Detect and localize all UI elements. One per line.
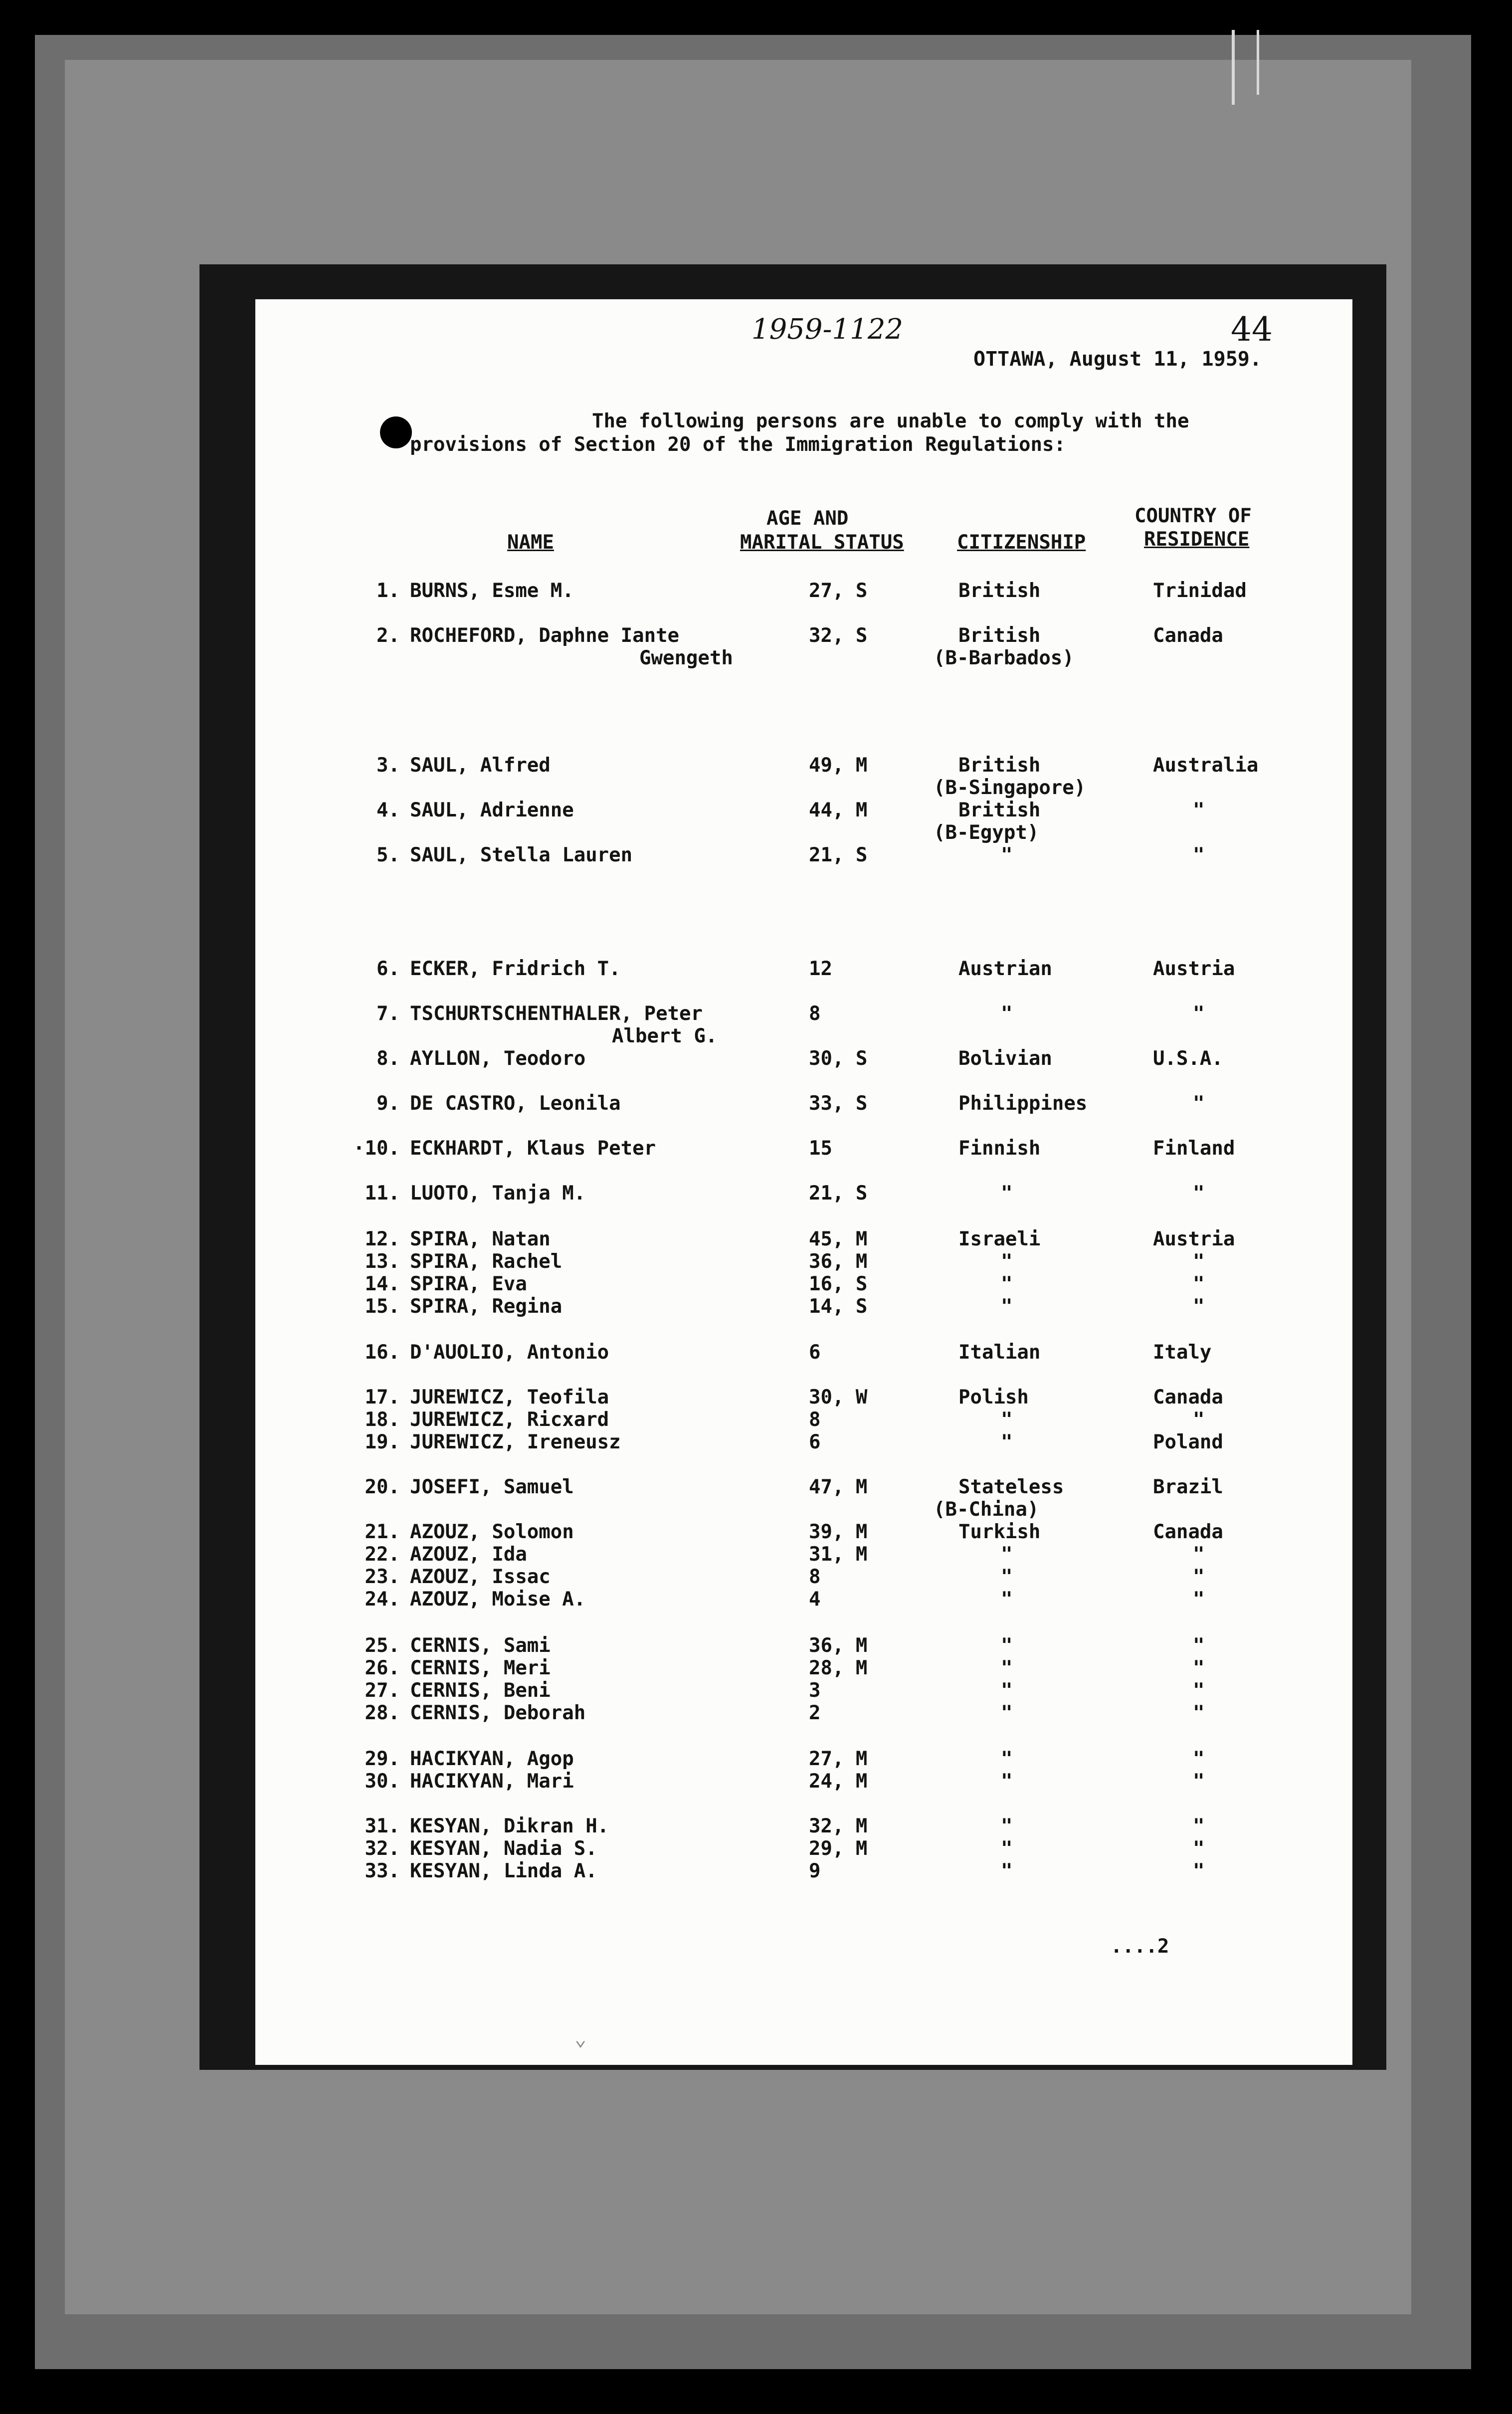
age-marital-status: 16, S xyxy=(809,1273,868,1295)
row-number: 12. xyxy=(365,1228,400,1250)
date-line: OTTAWA, August 11, 1959. xyxy=(973,348,1262,371)
citizenship: " xyxy=(1001,1588,1013,1610)
age-marital-status: 31, M xyxy=(809,1543,868,1566)
citizenship: " xyxy=(1001,1770,1013,1793)
age-marital-status: 28, M xyxy=(809,1657,868,1679)
country-of-residence: " xyxy=(1193,1815,1205,1837)
country-of-residence: " xyxy=(1193,1748,1205,1770)
person-name: HACIKYAN, Agop xyxy=(410,1748,574,1770)
age-marital-status: 14, S xyxy=(809,1295,868,1318)
citizenship: British xyxy=(958,580,1041,602)
age-marital-status: 8 xyxy=(809,1408,821,1431)
citizenship-continued: (B-China) xyxy=(934,1498,1039,1521)
person-name: JUREWICZ, Ricxard xyxy=(410,1408,609,1431)
country-of-residence: " xyxy=(1193,1182,1205,1205)
row-number: ·10. xyxy=(353,1137,400,1160)
country-of-residence: Australia xyxy=(1153,754,1259,777)
person-name: CERNIS, Beni xyxy=(410,1679,551,1702)
citizenship: Stateless xyxy=(958,1476,1064,1498)
row-number: 25. xyxy=(365,1634,400,1657)
person-name: JUREWICZ, Teofila xyxy=(410,1386,609,1408)
header-citizenship: CITIZENSHIP xyxy=(957,531,1086,554)
person-name: AYLLON, Teodoro xyxy=(410,1047,586,1070)
age-marital-status: 6 xyxy=(809,1431,821,1453)
person-name: AZOUZ, Solomon xyxy=(410,1521,574,1543)
citizenship: " xyxy=(1001,1748,1013,1770)
row-number: 17. xyxy=(365,1386,400,1408)
row-number: 14. xyxy=(365,1273,400,1295)
age-marital-status: 29, M xyxy=(809,1837,868,1860)
country-of-residence: " xyxy=(1193,1295,1205,1318)
row-number: 19. xyxy=(365,1431,400,1453)
person-name: ECKER, Fridrich T. xyxy=(410,958,621,980)
citizenship: " xyxy=(1001,1182,1013,1205)
person-name: CERNIS, Meri xyxy=(410,1657,551,1679)
country-of-residence: " xyxy=(1193,1770,1205,1793)
row-number: 1. xyxy=(377,580,400,602)
row-number: 21. xyxy=(365,1521,400,1543)
country-of-residence: " xyxy=(1193,1588,1205,1610)
file-reference-handwritten: 1959-1122 xyxy=(752,313,903,346)
citizenship: " xyxy=(1001,1295,1013,1318)
person-name: LUOTO, Tanja M. xyxy=(410,1182,586,1205)
citizenship: Israeli xyxy=(958,1228,1041,1250)
citizenship: " xyxy=(1001,1702,1013,1724)
citizenship: " xyxy=(1001,1566,1013,1588)
header-residence-line1: COUNTRY OF xyxy=(1134,505,1252,527)
country-of-residence: Canada xyxy=(1153,624,1223,647)
age-marital-status: 21, S xyxy=(809,1182,868,1205)
age-marital-status: 45, M xyxy=(809,1228,868,1250)
country-of-residence: Canada xyxy=(1153,1521,1223,1543)
age-marital-status: 44, M xyxy=(809,799,868,821)
row-number: 13. xyxy=(365,1250,400,1273)
person-name: D'AUOLIO, Antonio xyxy=(410,1341,609,1364)
citizenship-continued: (B-Singapore) xyxy=(934,777,1086,799)
row-number: 29. xyxy=(365,1748,400,1770)
country-of-residence: " xyxy=(1193,1657,1205,1679)
header-age-line1: AGE AND xyxy=(766,507,849,530)
citizenship: " xyxy=(1001,1657,1013,1679)
person-name: AZOUZ, Issac xyxy=(410,1566,551,1588)
punch-hole xyxy=(380,416,412,448)
age-marital-status: 3 xyxy=(809,1679,821,1702)
row-number: 23. xyxy=(365,1566,400,1588)
header-name: NAME xyxy=(507,531,554,554)
person-name: KESYAN, Dikran H. xyxy=(410,1815,609,1837)
citizenship: Italian xyxy=(958,1341,1041,1364)
citizenship: " xyxy=(1001,1408,1013,1431)
row-number: 15. xyxy=(365,1295,400,1318)
row-number: 4. xyxy=(377,799,400,821)
person-name: CERNIS, Deborah xyxy=(410,1702,586,1724)
row-number: 20. xyxy=(365,1476,400,1498)
citizenship: " xyxy=(1001,1679,1013,1702)
citizenship-continued: (B-Egypt) xyxy=(934,821,1039,844)
country-of-residence: " xyxy=(1193,1092,1205,1115)
citizenship: " xyxy=(1001,1634,1013,1657)
country-of-residence: " xyxy=(1193,1003,1205,1025)
row-number: 18. xyxy=(365,1408,400,1431)
age-marital-status: 36, M xyxy=(809,1250,868,1273)
person-name: TSCHURTSCHENTHALER, Peter xyxy=(410,1003,703,1025)
person-name: HACIKYAN, Mari xyxy=(410,1770,574,1793)
citizenship: " xyxy=(1001,1273,1013,1295)
person-name: JOSEFI, Samuel xyxy=(410,1476,574,1498)
citizenship: " xyxy=(1001,1003,1013,1025)
age-marital-status: 47, M xyxy=(809,1476,868,1498)
country-of-residence: " xyxy=(1193,1679,1205,1702)
age-marital-status: 24, M xyxy=(809,1770,868,1793)
row-number: 2. xyxy=(377,624,400,647)
person-name: SAUL, Stella Lauren xyxy=(410,844,633,866)
header-age-line2: MARITAL STATUS xyxy=(740,531,904,554)
country-of-residence: " xyxy=(1193,1543,1205,1566)
country-of-residence: Austria xyxy=(1153,958,1235,980)
age-marital-status: 30, S xyxy=(809,1047,868,1070)
citizenship: British xyxy=(958,799,1041,821)
citizenship: " xyxy=(1001,844,1013,866)
scan-speck: ⌄ xyxy=(574,2027,587,2050)
age-marital-status: 8 xyxy=(809,1566,821,1588)
country-of-residence: Italy xyxy=(1153,1341,1212,1364)
country-of-residence: Trinidad xyxy=(1153,580,1247,602)
person-name: SPIRA, Eva xyxy=(410,1273,527,1295)
age-marital-status: 39, M xyxy=(809,1521,868,1543)
age-marital-status: 15 xyxy=(809,1137,832,1160)
citizenship: Bolivian xyxy=(958,1047,1052,1070)
person-name: SPIRA, Rachel xyxy=(410,1250,563,1273)
row-number: 28. xyxy=(365,1702,400,1724)
citizenship: " xyxy=(1001,1431,1013,1453)
citizenship: " xyxy=(1001,1837,1013,1860)
header-residence-line2: RESIDENCE xyxy=(1144,528,1250,551)
age-marital-status: 27, M xyxy=(809,1748,868,1770)
country-of-residence: " xyxy=(1193,1408,1205,1431)
person-name-continued: Albert G. xyxy=(612,1025,718,1047)
country-of-residence: " xyxy=(1193,1702,1205,1724)
person-name: SPIRA, Natan xyxy=(410,1228,551,1250)
age-marital-status: 36, M xyxy=(809,1634,868,1657)
citizenship: Philippines xyxy=(958,1092,1088,1115)
person-name: SAUL, Adrienne xyxy=(410,799,574,821)
person-name-continued: Gwengeth xyxy=(639,647,733,669)
country-of-residence: " xyxy=(1193,844,1205,866)
row-number: 6. xyxy=(377,958,400,980)
country-of-residence: " xyxy=(1193,1273,1205,1295)
row-number: 31. xyxy=(365,1815,400,1837)
country-of-residence: Finland xyxy=(1153,1137,1235,1160)
row-number: 26. xyxy=(365,1657,400,1679)
citizenship: Austrian xyxy=(958,958,1052,980)
age-marital-status: 33, S xyxy=(809,1092,868,1115)
document-page xyxy=(255,299,1352,2065)
age-marital-status: 30, W xyxy=(809,1386,868,1408)
person-name: DE CASTRO, Leonila xyxy=(410,1092,621,1115)
country-of-residence: Austria xyxy=(1153,1228,1235,1250)
country-of-residence: " xyxy=(1193,1837,1205,1860)
age-marital-status: 12 xyxy=(809,958,832,980)
page-number: 44 xyxy=(1231,310,1273,349)
row-number: 22. xyxy=(365,1543,400,1566)
country-of-residence: " xyxy=(1193,1566,1205,1588)
film-edge-mark xyxy=(1257,30,1259,95)
age-marital-status: 4 xyxy=(809,1588,821,1610)
country-of-residence: " xyxy=(1193,1250,1205,1273)
citizenship-continued: (B-Barbados) xyxy=(934,647,1074,669)
country-of-residence: Brazil xyxy=(1153,1476,1223,1498)
country-of-residence: Poland xyxy=(1153,1431,1223,1453)
country-of-residence: U.S.A. xyxy=(1153,1047,1223,1070)
person-name: SAUL, Alfred xyxy=(410,754,551,777)
row-number: 9. xyxy=(377,1092,400,1115)
row-number: 27. xyxy=(365,1679,400,1702)
citizenship: " xyxy=(1001,1250,1013,1273)
citizenship: " xyxy=(1001,1543,1013,1566)
person-name: ROCHEFORD, Daphne Iante xyxy=(410,624,680,647)
person-name: KESYAN, Linda A. xyxy=(410,1860,597,1882)
person-name: AZOUZ, Ida xyxy=(410,1543,527,1566)
age-marital-status: 27, S xyxy=(809,580,868,602)
intro-line-1: The following persons are unable to comply with the xyxy=(592,410,1189,432)
citizenship: Finnish xyxy=(958,1137,1041,1160)
intro-line-2: provisions of Section 20 of the Immigration Regulations: xyxy=(410,433,1066,456)
row-number: 30. xyxy=(365,1770,400,1793)
person-name: SPIRA, Regina xyxy=(410,1295,563,1318)
country-of-residence: " xyxy=(1193,1860,1205,1882)
person-name: BURNS, Esme M. xyxy=(410,580,574,602)
age-marital-status: 32, M xyxy=(809,1815,868,1837)
age-marital-status: 6 xyxy=(809,1341,821,1364)
film-edge-mark xyxy=(1232,30,1235,105)
citizenship: British xyxy=(958,754,1041,777)
person-name: AZOUZ, Moise A. xyxy=(410,1588,586,1610)
age-marital-status: 9 xyxy=(809,1860,821,1882)
row-number: 24. xyxy=(365,1588,400,1610)
age-marital-status: 21, S xyxy=(809,844,868,866)
person-name: JUREWICZ, Ireneusz xyxy=(410,1431,621,1453)
continuation-marker: ....2 xyxy=(1111,1935,1169,1958)
row-number: 32. xyxy=(365,1837,400,1860)
age-marital-status: 49, M xyxy=(809,754,868,777)
country-of-residence: " xyxy=(1193,799,1205,821)
row-number: 8. xyxy=(377,1047,400,1070)
citizenship: Turkish xyxy=(958,1521,1041,1543)
row-number: 33. xyxy=(365,1860,400,1882)
row-number: 3. xyxy=(377,754,400,777)
citizenship: " xyxy=(1001,1815,1013,1837)
country-of-residence: " xyxy=(1193,1634,1205,1657)
person-name: KESYAN, Nadia S. xyxy=(410,1837,597,1860)
row-number: 11. xyxy=(365,1182,400,1205)
age-marital-status: 2 xyxy=(809,1702,821,1724)
citizenship: " xyxy=(1001,1860,1013,1882)
row-number: 16. xyxy=(365,1341,400,1364)
country-of-residence: Canada xyxy=(1153,1386,1223,1408)
age-marital-status: 32, S xyxy=(809,624,868,647)
age-marital-status: 8 xyxy=(809,1003,821,1025)
row-number: 7. xyxy=(377,1003,400,1025)
citizenship: British xyxy=(958,624,1041,647)
citizenship: Polish xyxy=(958,1386,1029,1408)
person-name: CERNIS, Sami xyxy=(410,1634,551,1657)
person-name: ECKHARDT, Klaus Peter xyxy=(410,1137,656,1160)
row-number: 5. xyxy=(377,844,400,866)
